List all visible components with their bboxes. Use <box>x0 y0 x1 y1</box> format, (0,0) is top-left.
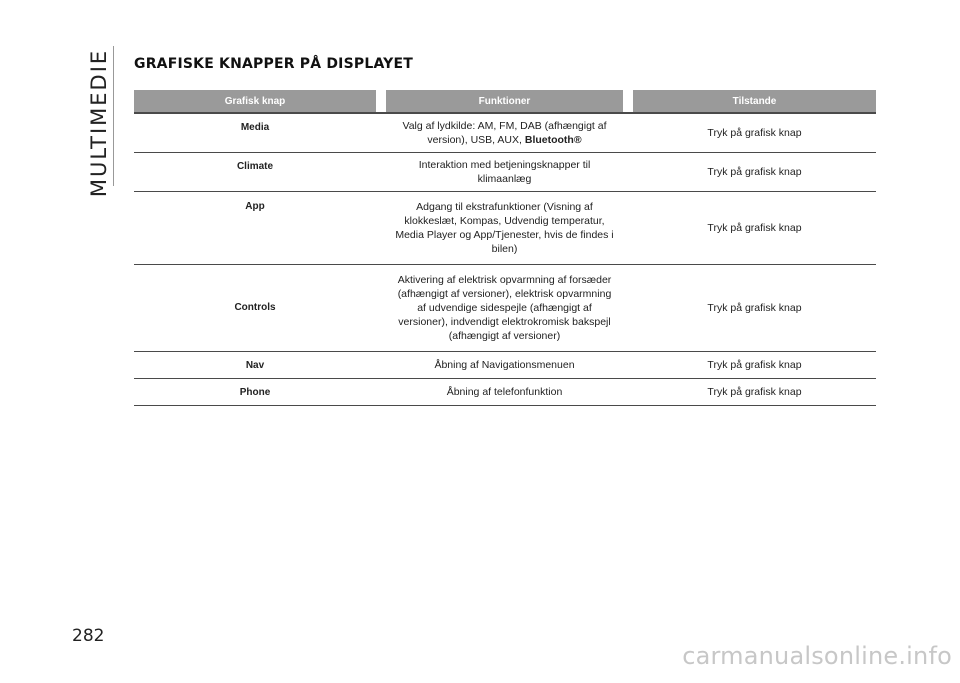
section-label: MULTIMEDIE <box>87 48 111 198</box>
watermark: carmanualsonline.info <box>682 642 952 670</box>
page-number: 282 <box>72 626 105 646</box>
function-text: Åbning af Navigationsmenuen <box>386 352 623 379</box>
header-button: Grafisk knap <box>134 90 376 114</box>
mode-text: Tryk på grafisk knap <box>633 352 876 379</box>
table-row <box>134 379 876 406</box>
function-text: Interaktion med betjeningsknapper til klimaanlæg <box>386 153 623 192</box>
button-name: Media <box>134 114 376 153</box>
mode-text: Tryk på grafisk knap <box>633 153 876 192</box>
function-text: Adgang til ekstrafunktioner (Visning af klokkeslæt, Kompas, Udvendig temperatur, Media Player og App/Tjenester, hvis de findes i bilen) <box>386 192 623 265</box>
buttons-table <box>134 90 876 406</box>
mode-text: Tryk på grafisk knap <box>633 379 876 406</box>
button-name: Climate <box>134 153 376 192</box>
button-name: Controls <box>134 265 376 352</box>
section-divider <box>113 46 114 186</box>
table-row <box>134 114 876 153</box>
table-row <box>134 153 876 192</box>
header-function: Funktioner <box>386 90 623 114</box>
button-name: App <box>134 192 376 265</box>
mode-text: Tryk på grafisk knap <box>633 265 876 352</box>
header-mode: Tilstande <box>633 90 876 114</box>
function-text: Valg af lydkilde: AM, FM, DAB (afhængigt af version), USB, AUX, Bluetooth® <box>386 114 623 153</box>
function-text: Åbning af telefonfunktion <box>386 379 623 406</box>
page-heading: GRAFISKE KNAPPER PÅ DISPLAYET <box>134 56 413 72</box>
button-name: Phone <box>134 379 376 406</box>
mode-text: Tryk på grafisk knap <box>633 114 876 153</box>
function-text: Aktivering af elektrisk opvarmning af forsæder (afhængigt af versioner), elektrisk opvarmning af udvendige sidespejle (afhængigt af versioner), indvendigt elektrokromisk bakspejl (afhængigt af versioner) <box>386 265 623 352</box>
table-row <box>134 192 876 265</box>
table-header-row <box>134 90 876 114</box>
button-name: Nav <box>134 352 376 379</box>
bluetooth-label: Bluetooth® <box>524 134 582 146</box>
table-row <box>134 352 876 379</box>
mode-text: Tryk på grafisk knap <box>633 192 876 265</box>
table-row <box>134 265 876 352</box>
